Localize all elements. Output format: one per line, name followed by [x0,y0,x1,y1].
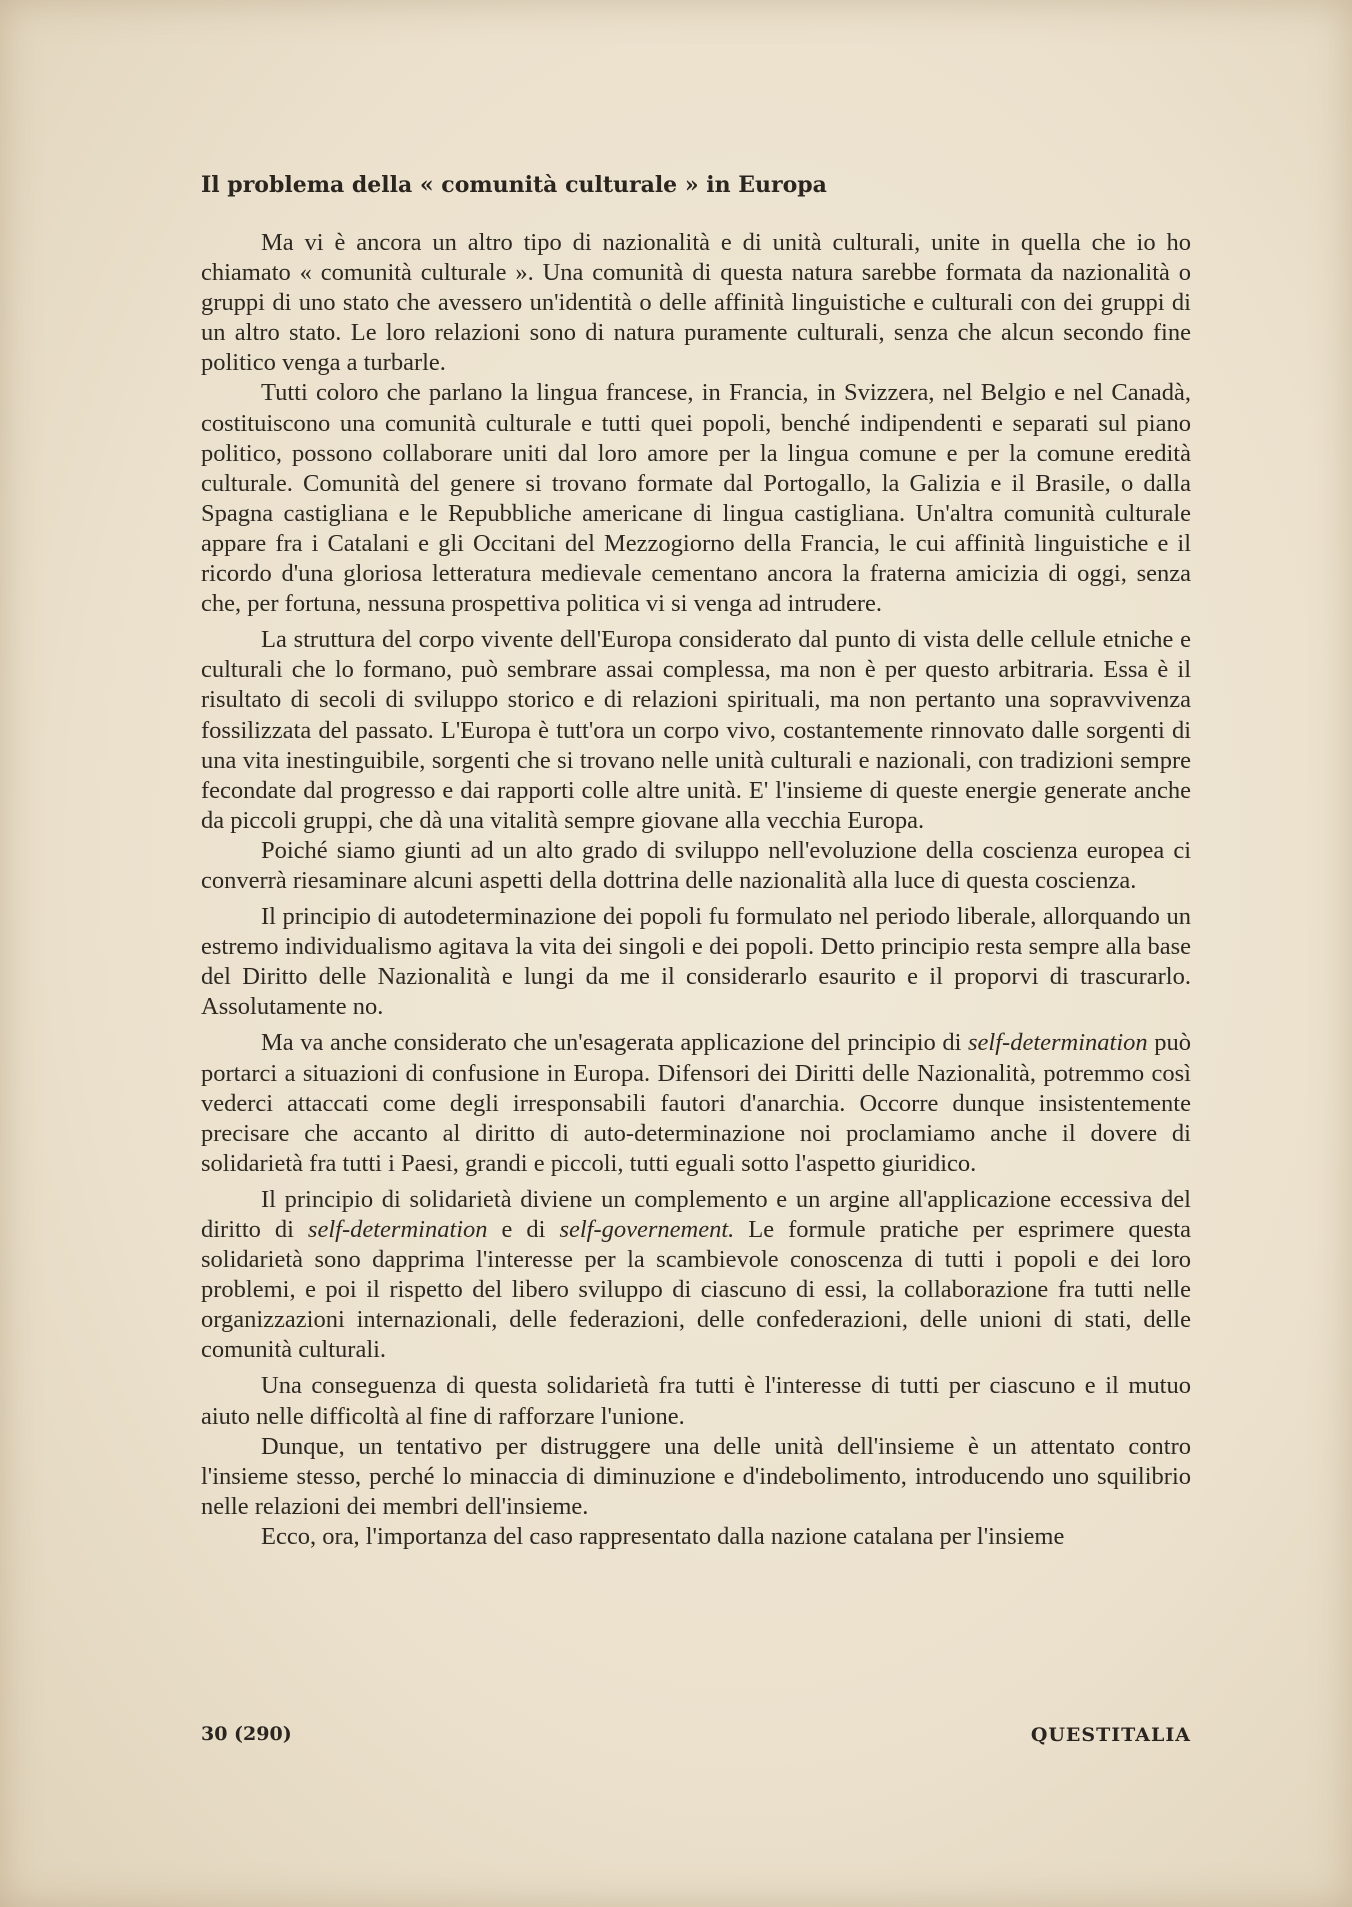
paragraph: Il principio di autodeterminazione dei popoli fu formulato nel periodo liberale, allorquando un estremo individualismo agitava la vita dei singoli e dei popoli. Detto principio resta sempre alla base del Diritto delle Nazionalità e lungi da me il considerarlo esaurito e il proporvi di trascurarlo. Assolutamente no. [201,903,1191,1021]
paragraph: Una conseguenza di questa solidarietà fra tutti è l'interesse di tutti per ciascuno e il mutuo aiuto nelle difficoltà al fine di rafforzare l'unione. [201,1372,1191,1430]
paragraph: Poiché siamo giunti ad un alto grado di sviluppo nell'evoluzione della coscienza europea ci converrà riesaminare alcuni aspetti della dottrina delle nazionalità alla luce di questa coscienza. [201,836,1191,894]
paragraph: Tutti coloro che parlano la lingua francese, in Francia, in Svizzera, nel Belgio e nel Canadà, costituiscono una comunità culturale e tutti quei popoli, benché indipendenti e separati sul piano politico, possono collaborare uniti dal loro amore per la lingua comune e per la comune eredità culturale. Comunità del genere si trovano formate dal Portogallo, la Galizia e il Brasile, o dalla Spagna castigliana e le Repubbliche americane di lingua castigliana. Un'altra comunità culturale appare fra i Catalani e gli Occitani del Mezzogiorno della Francia, le cui affinità linguistiche e il ricordo d'una gloriosa letteratura medievale cementano ancora la fraterna amicizia di oggi, senza che, per fortuna, nessuna prospettiva politica vi si venga ad intrudere. [201,379,1191,618]
text-run: Il principio di solidarietà diviene un complemento e un argine all'applicazione eccessiva del diritto di [201,1185,1191,1243]
italic-term: self-determination [968,1029,1148,1057]
italic-term: self-governement. [559,1216,735,1243]
publication-name: QUESTITALIA [1030,1724,1191,1746]
article-body [201,228,1191,1552]
text-run: e di [487,1216,560,1243]
section-heading: Il problema della « comunità culturale » in Europa [201,172,827,198]
text-run: può portarci a situazioni di confusione in Europa. Difensori dei Diritti delle Nazionalità, potremmo così vederci attaccati come degli irresponsabili fautori d'anarchia. Occorre dunque insistentemente precisare che accanto al diritto di auto-determinazione noi proclamiamo anche il dovere di solidarietà fra tutti i Paesi, grandi e piccoli, tutti eguali sotto l'aspetto giuridico. [201,1029,1191,1177]
paragraph [201,1028,1191,1178]
paragraph: Ma vi è ancora un altro tipo di nazionalità e di unità culturali, unite in quella che io ho chiamato « comunità culturale ». Una comunità di questa natura sarebbe formata da nazionalità o gruppi di uno stato che avessero un'identità o delle affinità linguistiche e culturali con dei gruppi di un altro stato. Le loro relazioni sono di natura puramente culturali, senza che alcun secondo fine politico venga a turbarle. [201,229,1191,377]
page-number: 30 (290) [201,1723,292,1745]
text-run: Ma va anche considerato che un'esagerata applicazione del principio di [261,1029,969,1057]
paragraph: Dunque, un tentativo per distruggere una delle unità dell'insieme è un attentato contro l'insieme stesso, perché lo minaccia di diminuzione e d'indebolimento, introducendo uno squilibrio nelle relazioni dei membri dell'insieme. [201,1432,1191,1520]
paragraph: La struttura del corpo vivente dell'Europa considerato dal punto di vista delle cellule etniche e culturali che lo formano, può sembrare assai complessa, ma non è per questo arbitraria. Essa è il risultato di secoli di sviluppo storico e di relazioni spirituali, ma non pertanto una sopravvivenza fossilizzata del passato. L'Europa è tutt'ora un corpo vivo, costantemente rinnovato dalle sorgenti di una vita inestinguibile, sorgenti che si trovano nelle unità culturali e nazionali, con tradizioni sempre fecondate dal progresso e dai rapporti colle altre unità. E' l'insieme di queste energie generate anche da piccoli gruppi, che dà una vitalità sempre giovane alla vecchia Europa. [201,626,1191,834]
paragraph [201,1185,1191,1366]
text-run: Le formule pratiche per esprimere questa solidarietà sono dapprima l'interesse per la scambievole conoscenza di tutti i popoli e dei loro problemi, e poi il rispetto del libero sviluppo di ciascuno di essi, la collaborazione fra tutti nelle organizzazioni internazionali, delle federazioni, delle confederazioni, delle unioni di stati, delle comunità culturali. [201,1216,1191,1364]
italic-term: self-determination [307,1216,488,1243]
paragraph: Ecco, ora, l'importanza del caso rappresentato dalla nazione catalana per l'insieme [261,1522,1065,1550]
